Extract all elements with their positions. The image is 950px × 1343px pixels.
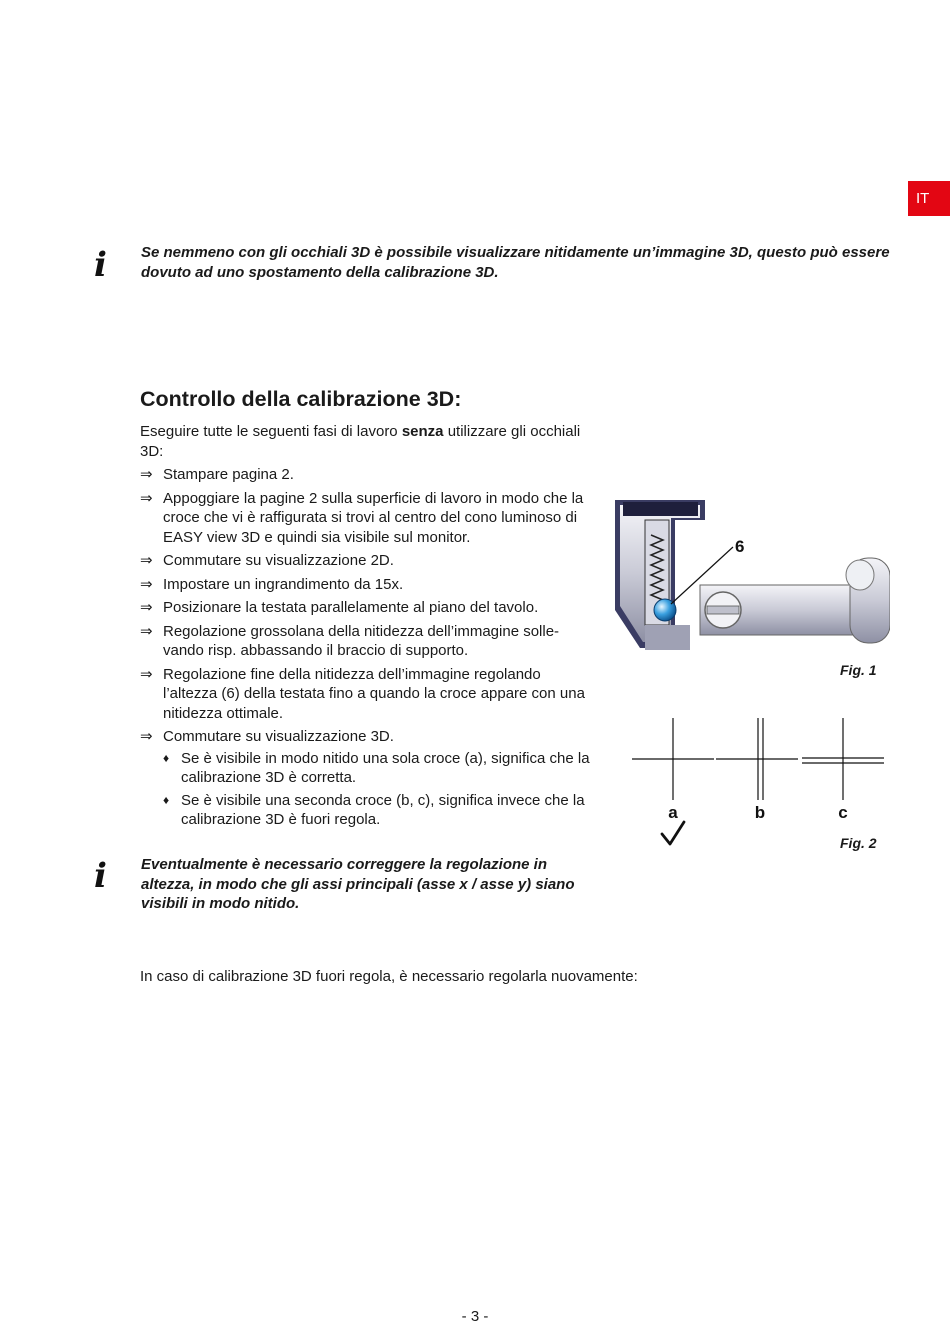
closing-text: In caso di calibrazione 3D fuori regola, è necessario regolarla nuovamente: — [140, 968, 638, 985]
section-title: Controllo della calibrazione 3D: — [140, 387, 462, 411]
step-item: ⇒ Commutare su visualizzazione 2D. — [140, 552, 394, 569]
section-intro: Eseguire tutte le seguenti fasi di lavoro senza utilizzare gli occhiali 3D: — [140, 423, 581, 460]
double-arrow-icon: ⇒ — [140, 728, 153, 745]
page-number: - 3 - — [461, 1308, 489, 1325]
info-note-bottom: Eventualmente è necessario correggere la regolazione in altezza, in modo che gli assi principali (asse x / asse y) siano visibili in modo nitido. — [141, 856, 575, 912]
info-icon: i — [94, 856, 107, 896]
step-item: ⇒ Regolazione fine della nitidezza dell’immagine regolando l’altezza (6) della testata fino a quando la croce appare con una nitidezza ottimale. — [140, 665, 585, 722]
sub-step-item: ♦ Se è visibile una seconda croce (b, c), significa invece che la calibrazione 3D è fuori regola. — [163, 791, 585, 828]
diamond-icon: ♦ — [163, 750, 170, 765]
language-tab: IT — [908, 181, 950, 216]
fig1-callout-label: 6 — [735, 537, 745, 556]
fig2-label-b: b — [754, 803, 766, 822]
double-arrow-icon: ⇒ — [140, 552, 153, 569]
double-arrow-icon: ⇒ — [140, 665, 153, 683]
double-arrow-icon: ⇒ — [140, 575, 153, 593]
fig1-caption: Fig. 1 — [840, 662, 877, 678]
double-arrow-icon: ⇒ — [140, 466, 153, 483]
cross-b — [716, 718, 798, 800]
cross-a — [632, 718, 714, 800]
step-item: ⇒ Posizionare la testata parallelamente al piano del tavolo. — [140, 599, 539, 616]
sub-steps-list — [163, 749, 590, 830]
step-item: ⇒ Regolazione grossolana della nitidezza dell’immagine solle-vando risp. abbassando il braccio di supporto. — [140, 622, 560, 659]
fig2-caption: Fig. 2 — [840, 835, 877, 851]
fig1-device-illustration — [615, 500, 890, 650]
diamond-icon: ♦ — [163, 792, 170, 807]
info-note-top: Se nemmeno con gli occhiali 3D è possibile visualizzare nitidamente un’immagine 3D, questo può essere dovuto ad uno spostamento della calibrazione 3D. — [141, 244, 890, 281]
intro-emphasis: senza — [401, 423, 444, 440]
double-arrow-icon: ⇒ — [140, 599, 153, 616]
info-icon: i — [94, 245, 107, 285]
step-item: ⇒ Impostare un ingrandimento da 15x. — [140, 575, 404, 593]
step-item: ⇒ Stampare pagina 2. — [140, 466, 294, 483]
step-item: ⇒ Appoggiare la pagine 2 sulla superficie di lavoro in modo che la croce che vi è raffigurata si trovi al centro del cono luminoso di EASY view 3D e quindi sia visibile sul monitor. — [140, 489, 584, 546]
double-arrow-icon: ⇒ — [140, 622, 153, 640]
sub-step-item: ♦ Se è visibile in modo nitido una sola croce (a), significa che la calibrazione 3D è corretta. — [163, 749, 590, 786]
fig2-label-a: a — [668, 803, 678, 822]
double-arrow-icon: ⇒ — [140, 489, 153, 507]
checkmark-icon — [662, 822, 684, 844]
fig2-cross-diagrams — [628, 712, 890, 852]
cross-c — [802, 718, 884, 800]
step-item: ⇒ Commutare su visualizzazione 3D. ♦ Se è visibile in modo nitido una sola croce (a), significa che la calibrazione 3D è corretta. ♦ Se è visibile una seconda croce (b, c), significa invece che la calibrazione 3D è fuori regola. — [140, 728, 590, 828]
steps-list — [140, 465, 590, 834]
fig2-label-c: c — [838, 803, 848, 822]
